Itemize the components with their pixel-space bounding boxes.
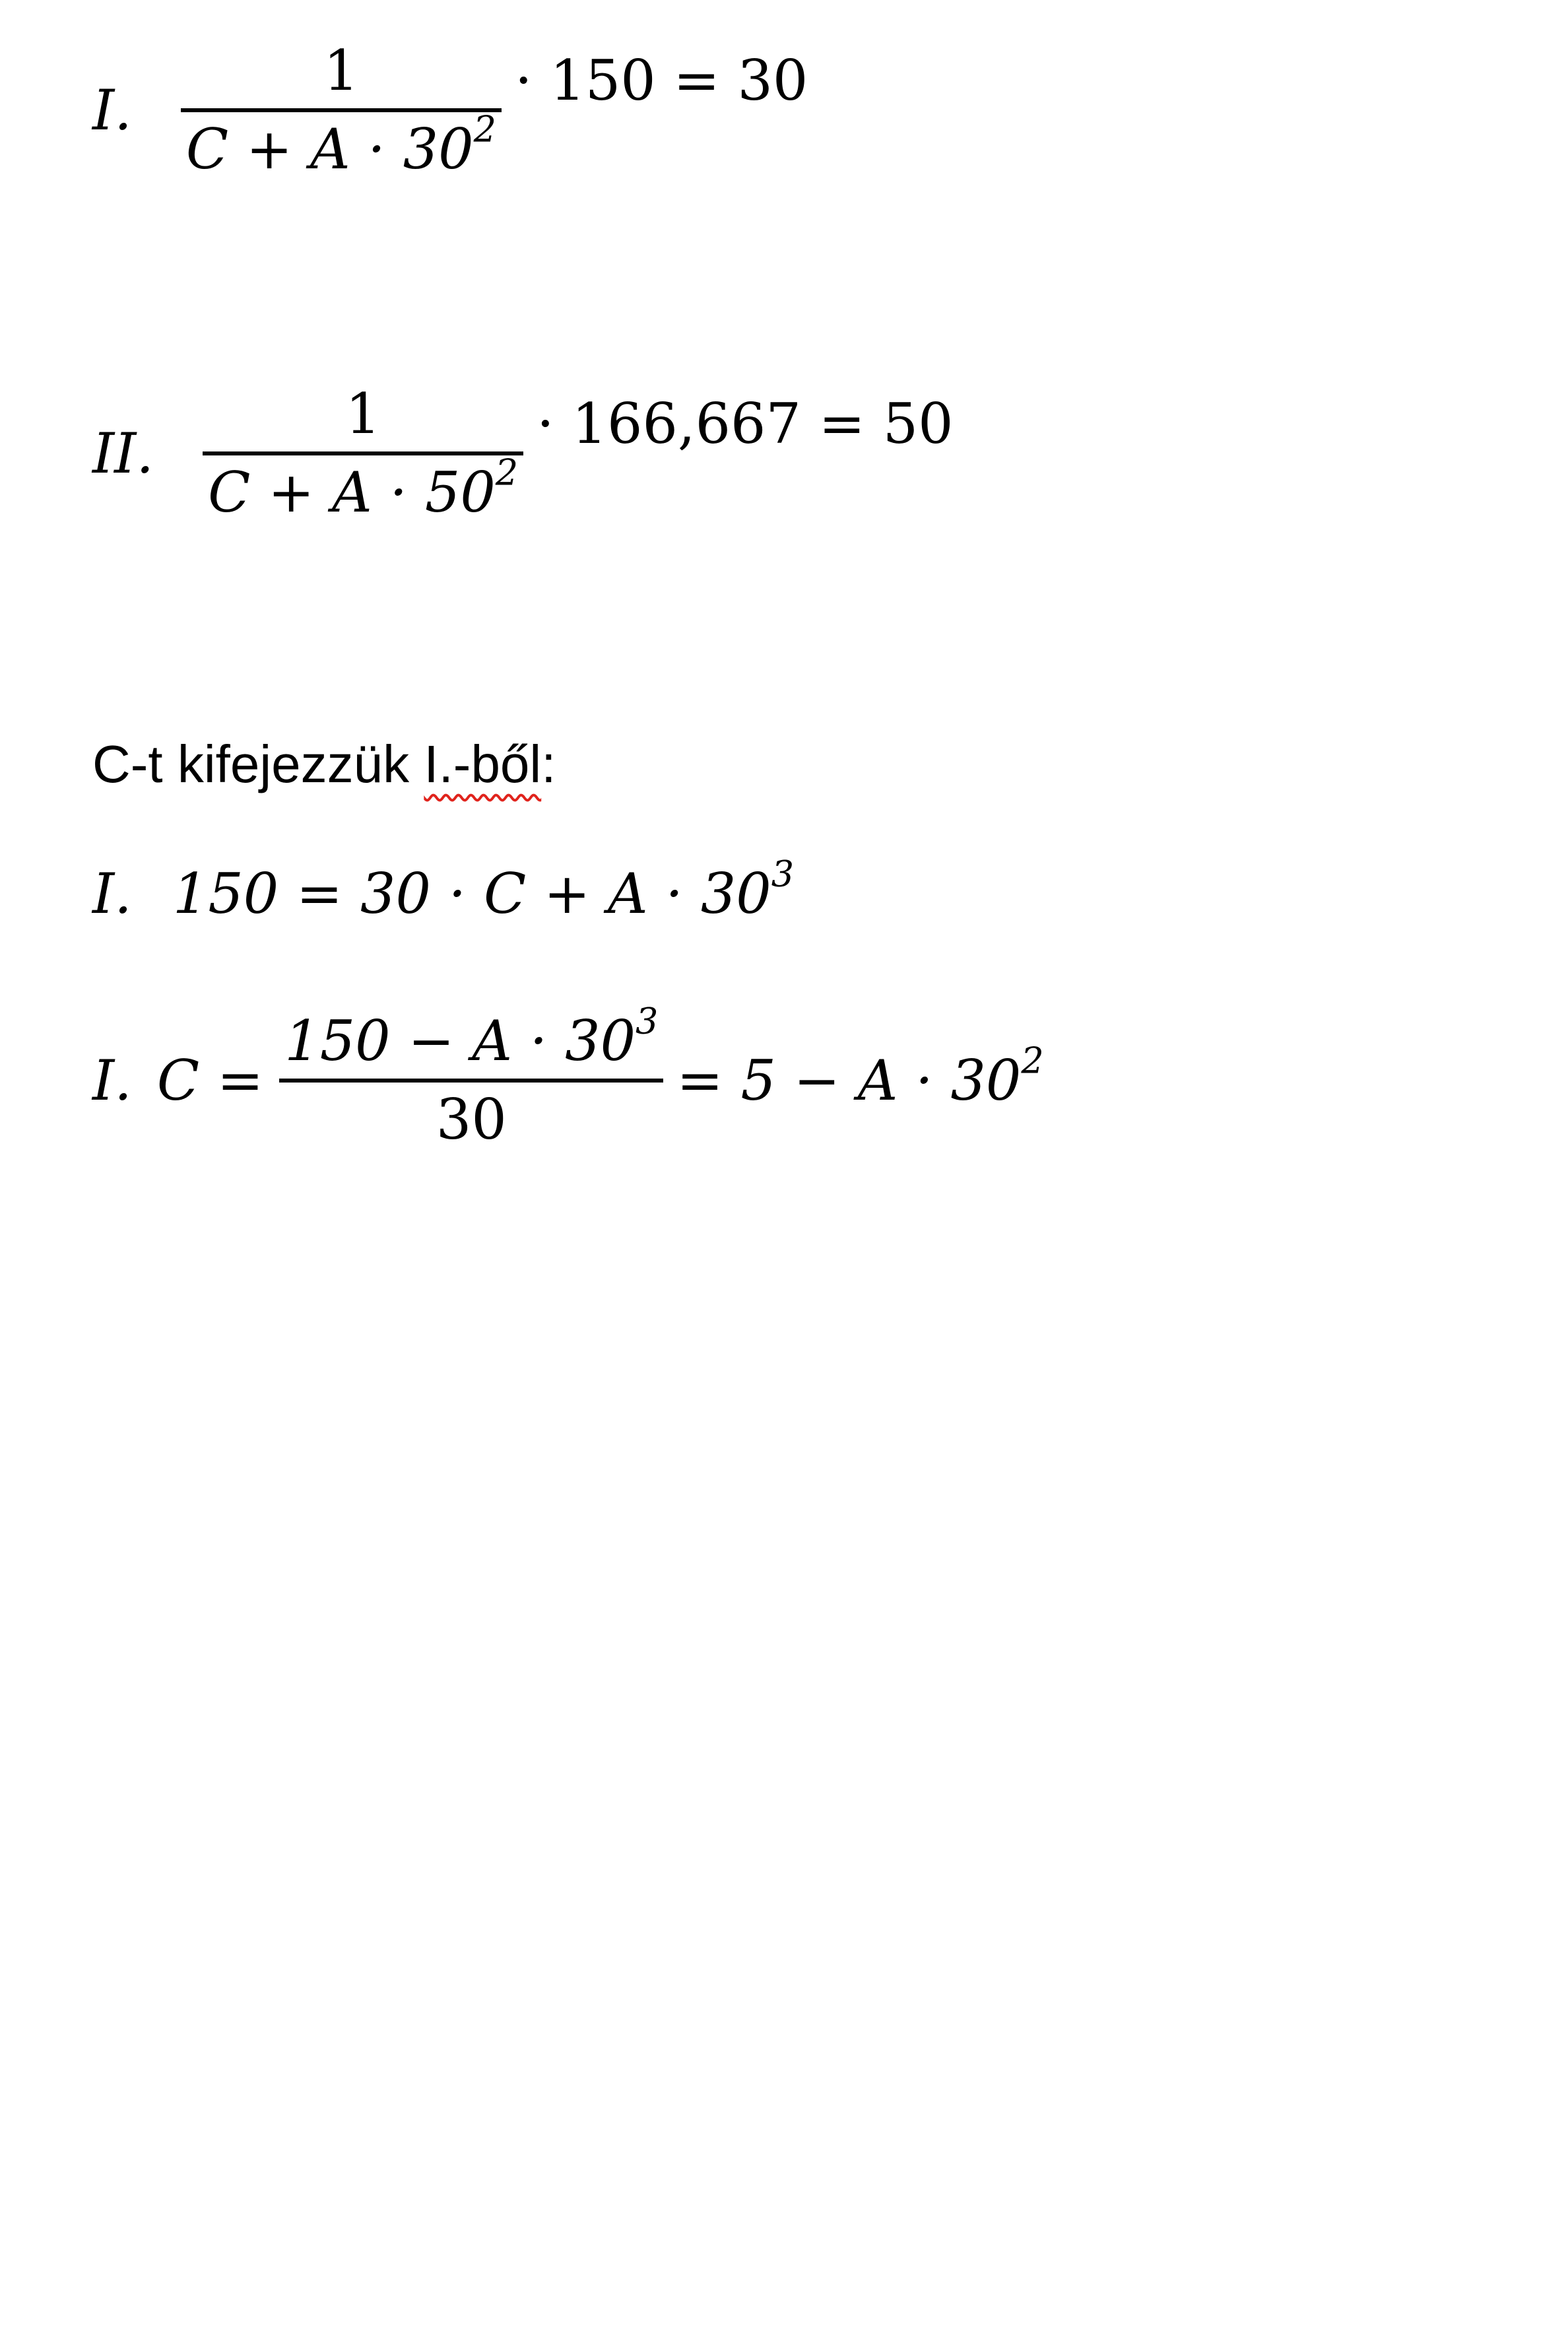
equation-2-denominator (203, 451, 523, 527)
equation-1-rhs: · 150 = 30 (514, 48, 808, 113)
equation-2-exponent: 2 (495, 451, 519, 494)
equation-2-numerator: 1 (345, 382, 381, 446)
instruction-text-end: : (541, 735, 556, 793)
spellcheck-marked-word: I.-ből (424, 735, 542, 793)
equation-4-numerator (279, 1000, 663, 1076)
equation-3-label: I. (92, 861, 132, 926)
fraction-bar (203, 451, 523, 455)
equation-1-label: I. (92, 78, 132, 143)
equation-2 (92, 380, 954, 527)
equation-4 (92, 1000, 1044, 1154)
equation-4-label: I. (92, 1048, 132, 1113)
equation-1-denominator (181, 108, 502, 184)
equation-1 (92, 36, 808, 184)
instruction-text-start: C-t kifejezzük (92, 735, 424, 793)
equation-4-fraction (279, 1000, 663, 1154)
equation-4-lhs: C = (156, 1048, 264, 1113)
equation-4-rhs-text: = 5 − A · 30 (676, 1048, 1022, 1113)
equation-4-numerator-text: 150 − A · 30 (284, 1009, 636, 1073)
equation-2-denominator-text: C + A · 50 (208, 460, 496, 525)
equation-3-exponent: 3 (771, 853, 795, 895)
fraction-bar (279, 1079, 663, 1083)
equation-2-fraction (203, 380, 523, 527)
instruction-text (92, 734, 556, 795)
equation-3 (92, 853, 795, 926)
equation-3-body-text: 150 = 30 · C + A · 30 (172, 861, 771, 926)
fraction-bar (181, 108, 502, 112)
equation-1-exponent: 2 (473, 108, 496, 150)
equation-2-rhs: · 166,667 = 50 (537, 391, 954, 456)
equation-4-numerator-exponent: 3 (636, 1000, 659, 1042)
equation-2-label: II. (92, 421, 154, 486)
equation-1-numerator: 1 (323, 38, 359, 103)
equation-4-rhs-exponent: 2 (1021, 1040, 1044, 1082)
equation-1-denominator-text: C + A · 30 (185, 117, 474, 182)
equation-3-body (172, 853, 795, 926)
equation-1-fraction (181, 36, 502, 184)
equation-4-denominator: 30 (436, 1087, 507, 1152)
equation-4-rhs (676, 1040, 1044, 1113)
